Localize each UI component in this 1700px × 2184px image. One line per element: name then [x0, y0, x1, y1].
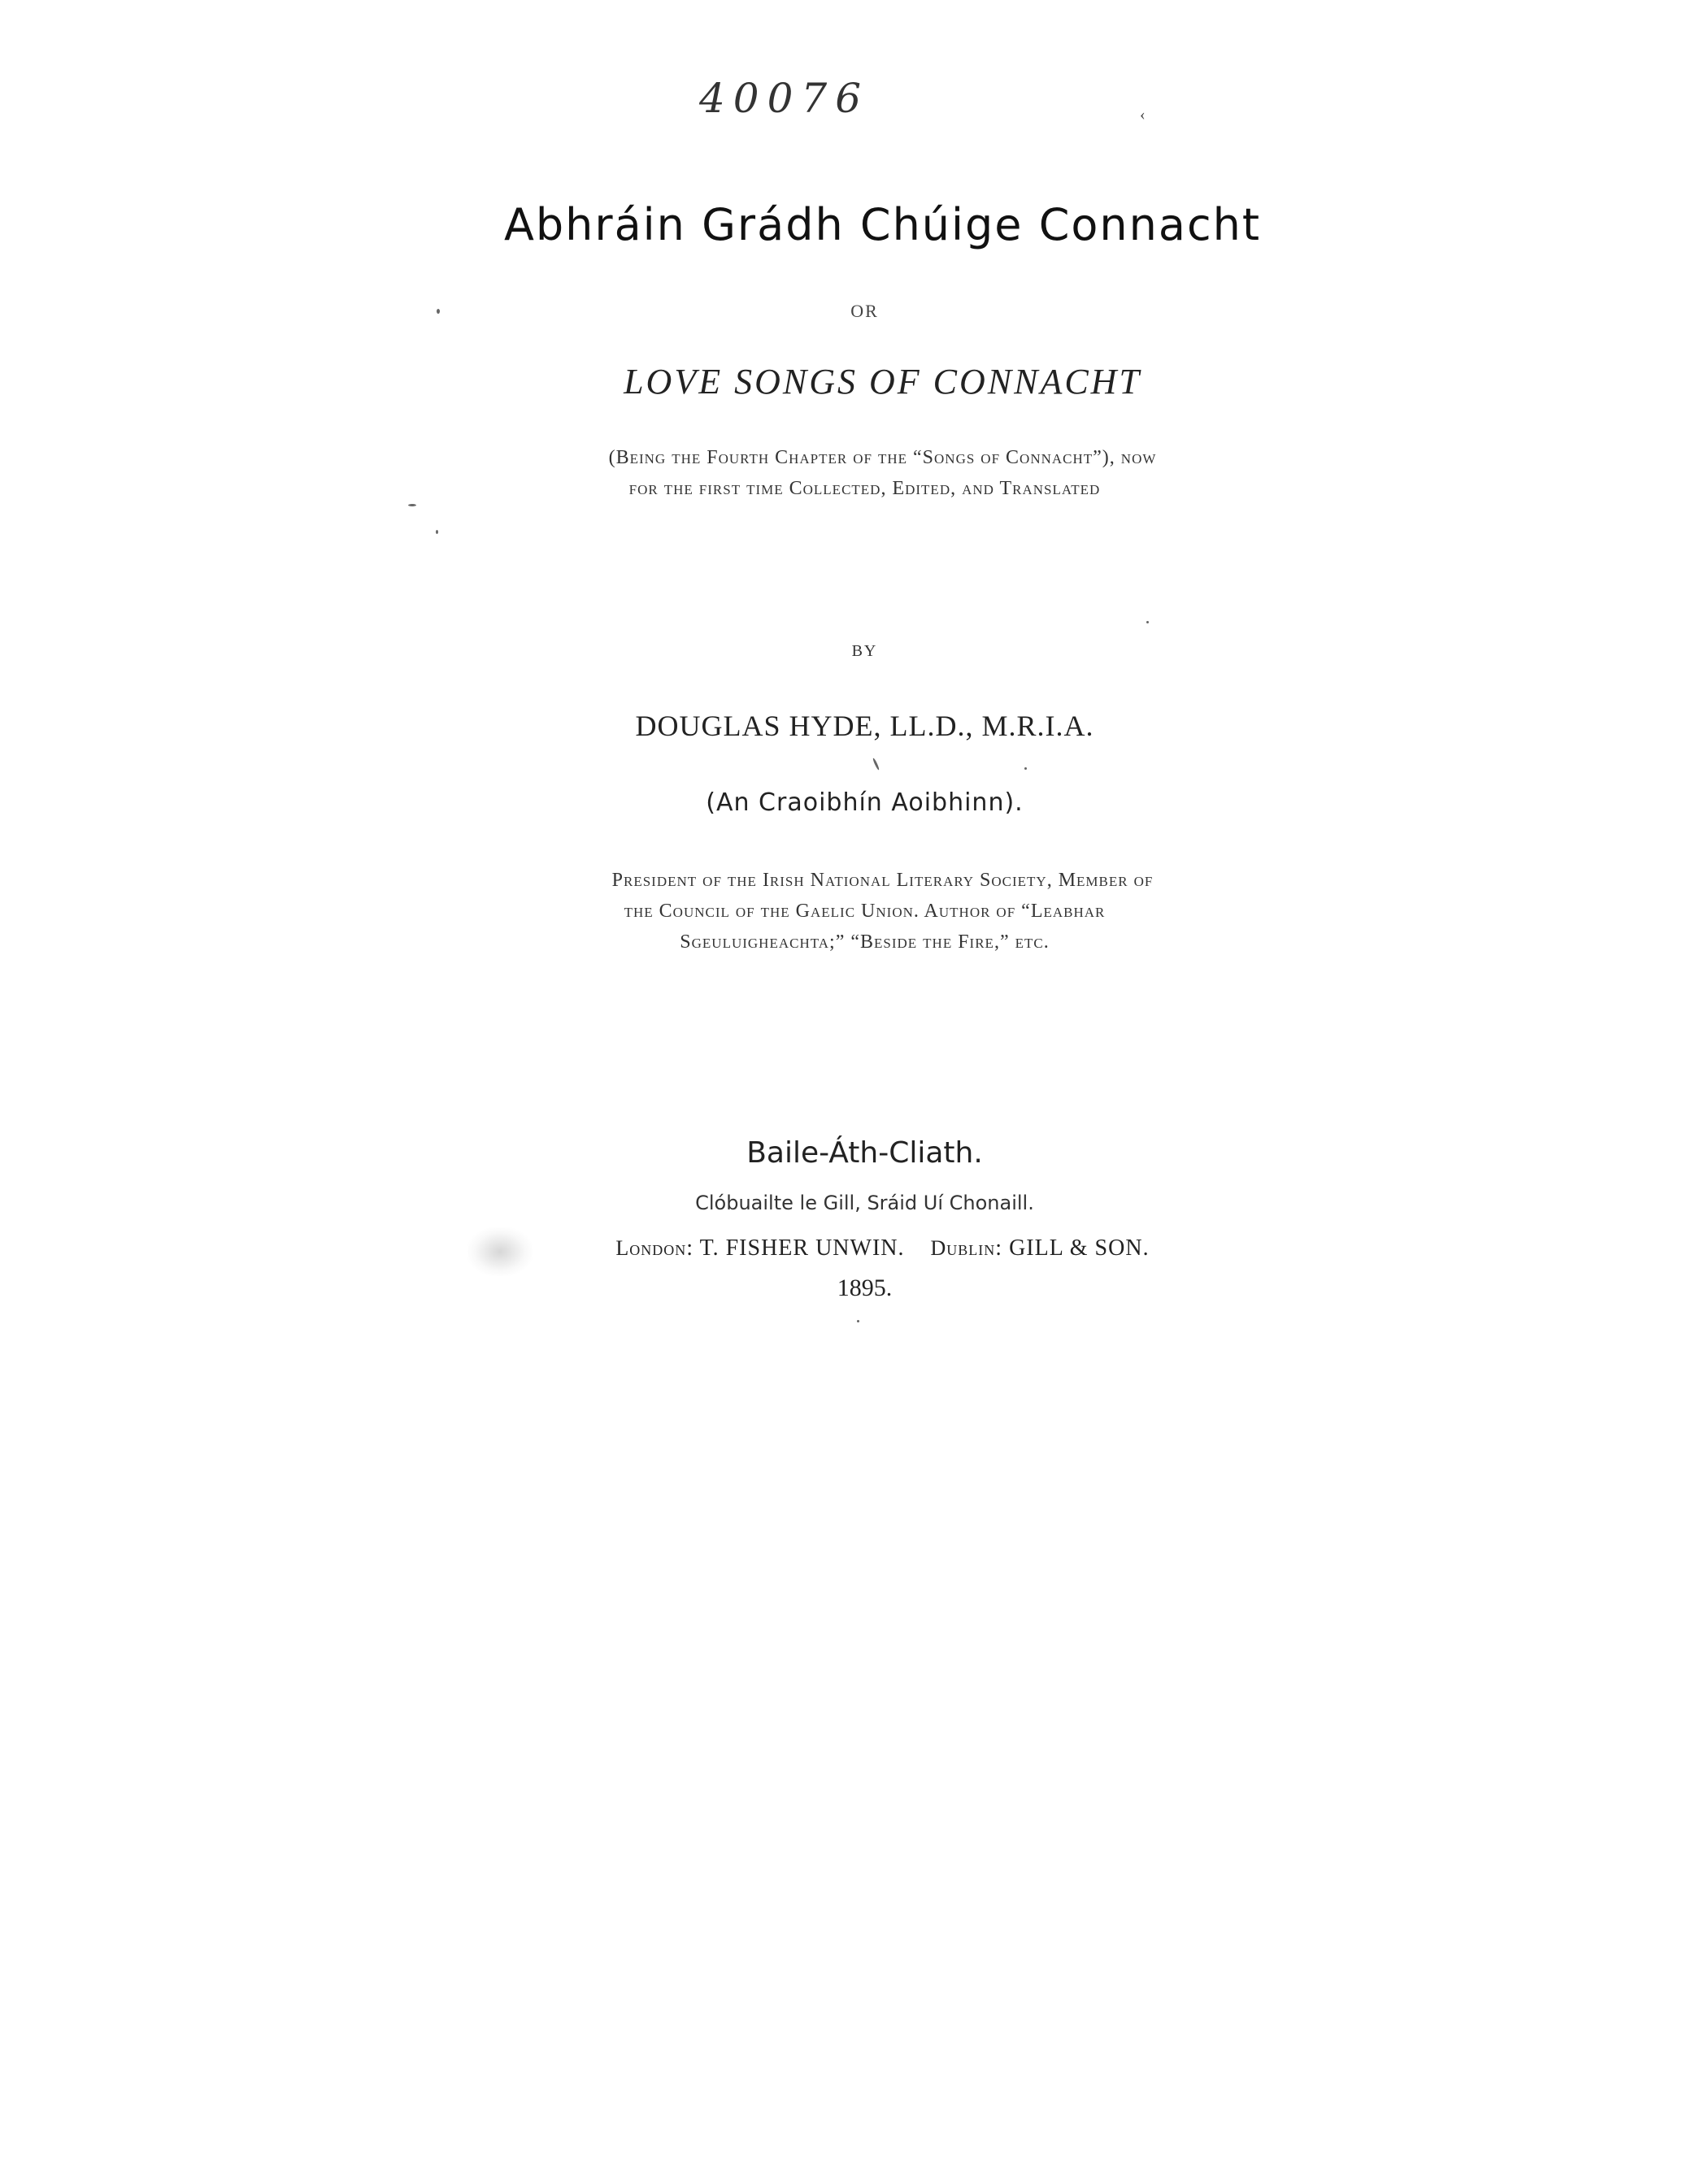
scan-speck [408, 504, 416, 506]
imprint-city: Baile-Áth-Cliath. [746, 1136, 983, 1170]
imprint-publishers: London: T. FISHER UNWIN. Dublin: GILL & SON. [615, 1235, 1150, 1261]
scan-speck [437, 309, 440, 314]
imprint-printer: Clóbuailte le Gill, Sráid Uí Chonaill. [695, 1192, 1034, 1214]
corner-mark: ‹ [1140, 106, 1146, 124]
dublin-publisher: GILL & SON. [1009, 1235, 1150, 1261]
subtitle-line-2: for the first time Collected, Edited, and Translated [628, 478, 1101, 499]
scan-speck [1146, 621, 1149, 623]
irish-title: Abhráin Grádh Chúige Connacht [503, 199, 1262, 250]
london-label: London [615, 1236, 687, 1260]
london-publisher: T. FISHER UNWIN. [699, 1235, 905, 1261]
dublin-label: Dublin [930, 1236, 996, 1260]
catalog-number: 40076 [699, 75, 870, 122]
by-word: BY [851, 642, 878, 660]
scan-speck [857, 1320, 859, 1322]
stamp-smudge [467, 1227, 533, 1276]
scan-speck [1024, 767, 1027, 770]
publication-year: 1895. [837, 1274, 893, 1301]
scan-speck [436, 530, 438, 534]
author-description-line-2: the Council of the Gaelic Union. Author of “Leabhar [624, 901, 1106, 922]
scan-speck [872, 758, 880, 771]
author-description-line-1: President of the Irish National Literary Society, Member of [611, 870, 1154, 891]
or-separator: OR [850, 301, 879, 321]
author-name: DOUGLAS HYDE, LL.D., M.R.I.A. [635, 710, 1094, 742]
pen-name: (An Craoibhín Aoibhinn). [706, 788, 1024, 817]
author-description-line-3: Sgeuluigheachta;” “Beside the Fire,” etc. [680, 931, 1050, 953]
subtitle-line-1: (Being the Fourth Chapter of the “Songs of Connacht”), now [608, 447, 1157, 468]
english-title: LOVE SONGS OF CONNACHT [624, 362, 1141, 402]
